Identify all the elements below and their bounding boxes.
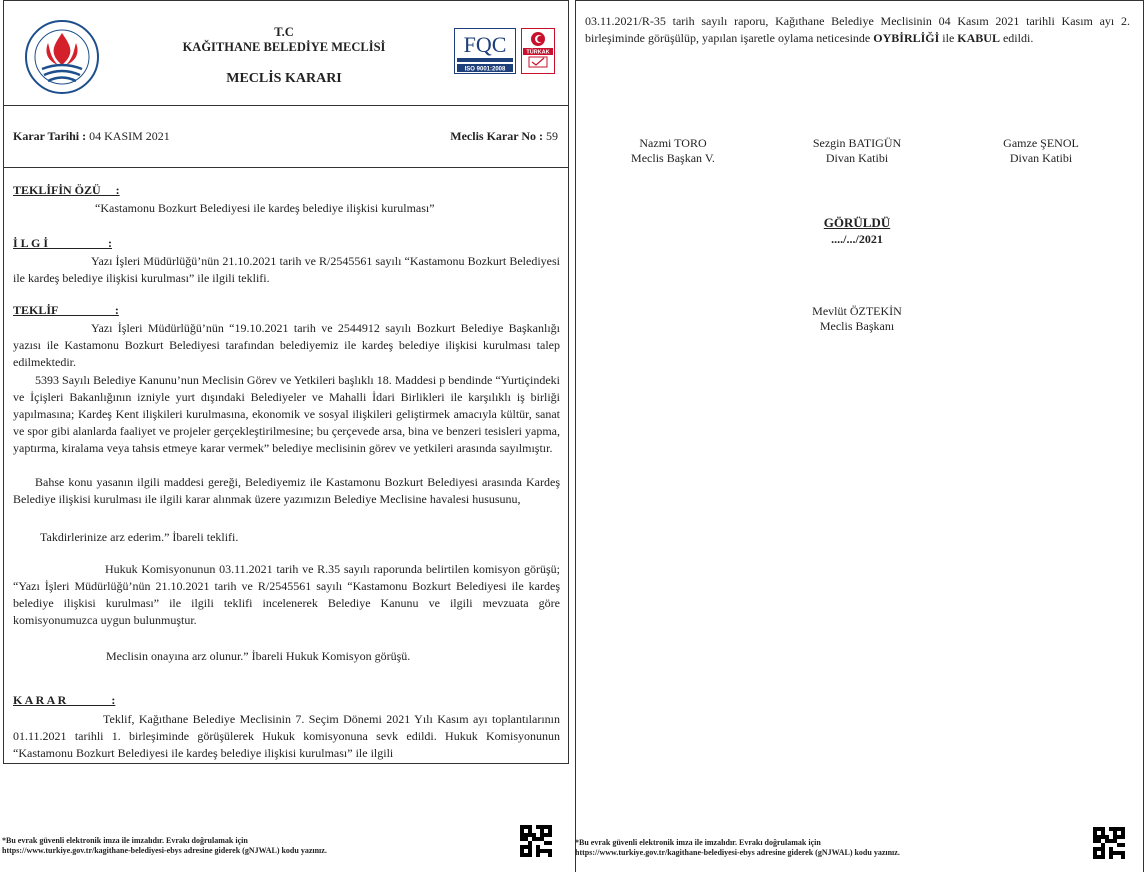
turkak-accreditation-logo <box>521 28 555 74</box>
teklif-paragraph-3: Bahse konu yasanın ilgili maddesi gereği, Belediyemiz ile Kastamonu Bozkurt Belediyesi arasında Kardeş Belediye ilişkisi kurulması ile ilgili karar alınmak üzere yazımızın Belediye Meclisine havalesi hususunu, <box>13 475 560 506</box>
page-header <box>4 1 568 106</box>
header-org: KAĞITHANE BELEDİYE MECLİSİ <box>182 40 386 54</box>
hukuk-komisyonu-paragraph: Hukuk Komisyonunun 03.11.2021 tarih ve R.35 sayılı raporunda belirtilen komisyon görüşü; “Yazı İşleri Müdürlüğü’nün 21.10.2021 tarih ve R/2545561 sayılı “Kastamonu Bozkurt Belediyesi ile kardeş belediye ilişkisi kurulması” ile ilgili teklifi incelenerek Belediye Kanunu ve ilgili mevzuata göre komisyonumuzca uygun bulunmuştur. <box>13 562 560 627</box>
section-title-teklif: TEKLİF : <box>13 303 119 317</box>
hukuk-komisyonu-closing: Meclisin onayına arz olunur.” İbareli Hukuk Komisyon görüşü. <box>106 649 411 663</box>
signature-block <box>598 136 748 166</box>
decision-date-label: Karar Tarihi : <box>13 129 87 143</box>
president-role: Meclis Başkanı <box>819 319 895 333</box>
section-title-teklif-ozu: TEKLİFİN ÖZÜ : <box>13 183 120 197</box>
decision-number-label: Meclis Karar No : <box>450 129 543 143</box>
teklif-paragraph-4: Takdirlerinize arz ederim.” İbareli teklifi. <box>40 530 239 544</box>
document-title: MECLİS KARARI <box>226 71 342 86</box>
karar-text: Teklif, Kağıthane Belediye Meclisinin 7. Seçim Dönemi 2021 Yılı Kasım ayı toplantılarının 01.11.2021 tarihli 1. birleşiminde görüşülerek Hukuk komisyonuna sevk edildi. Hukuk Komisyonunun “Kastamonu Bozkurt Belediyesi ile kardeş belediye ilişkisi kurulması” ile ilgili <box>13 712 560 760</box>
teklif-paragraph-1: Yazı İşleri Müdürlüğü’nün “19.10.2021 tarih ve 2544912 sayılı Bozkurt Belediye Başkanlığı yazısı ile Kastamonu Bozkurt Belediyesi tarafından belediyemiz ile kardeş belediye ilişkisi kurulması talep edilmektedir. <box>13 321 560 369</box>
signature-block <box>782 136 932 166</box>
qr-code-icon <box>520 825 552 857</box>
iso-label: ISO 9001:2008 <box>464 66 506 73</box>
approval-block <box>782 215 932 247</box>
decision-number-value: 59 <box>546 129 558 143</box>
teklif-ozu-text: “Kastamonu Bozkurt Belediyesi ile kardeş belediye ilişkisi kurulması” <box>95 201 435 215</box>
ilgi-text: Yazı İşleri Müdürlüğü’nün 21.10.2021 tarih ve R/2545561 sayılı “Kastamonu Bozkurt Belediyesi ile kardeş belediye ilişkisi kurulması” ile ilgili teklifi. <box>13 254 560 285</box>
turkak-label: TÜRKAK <box>526 49 550 56</box>
e-signature-notice: *Bu evrak güvenli elektronik imza ile imzalıdır. Evrakı doğrulamak için https://www.turkiye.gov.tr/kagithane-belediyesi-ebys adresine giderek (gNJWAL) kodu yazınız. <box>2 836 327 855</box>
document-page-1 <box>3 0 569 764</box>
qr-code-icon <box>1093 827 1125 859</box>
signer-role: Divan Katibi <box>825 151 889 165</box>
header-tc: T.C <box>274 25 294 39</box>
signer-role: Meclis Başkan V. <box>631 151 715 165</box>
fqc-iso-certificate-logo <box>454 28 516 74</box>
president-signature <box>782 304 932 334</box>
signer-name: Gamze ŞENOL <box>1003 136 1079 150</box>
approval-date: ..../.../2021 <box>831 232 883 246</box>
signer-role: Divan Katibi <box>1009 151 1073 165</box>
document-page-2 <box>575 0 1144 872</box>
decision-number <box>450 129 558 144</box>
fqc-label: FQC <box>463 32 507 57</box>
signer-name: Sezgin BATIGÜN <box>812 136 902 150</box>
decision-date-value: 04 KASIM 2021 <box>89 129 170 143</box>
teklif-paragraph-2: 5393 Sayılı Belediye Kanunu’nun Meclisin Görev ve Yetkileri başlıklı 18. Maddesi p bendinde “Yurtiçindeki ve İçişleri Bakanlığının izniyle yurt dışındaki Belediyeler ve Mahalli İdari Birlikleri ile karşılıklı iş birliği yapılmasına; Kardeş Kent ilişkileri kurulmasına, ekonomik ve sosyal ilişkileri geliştirmek amacıyla kültür, sanat ve spor gibi alanlarda faaliyet ve projeler gerçekleştirilmesine; bu çerçevede arsa, bina ve benzeri tesisleri yapma, yaptırma, kiralama veya tahsis etmeye karar vermek” belediye meclisinin görev ve yetkileri arasında sayılmıştır. <box>13 373 560 455</box>
decision-date <box>13 129 170 144</box>
divider <box>4 167 568 168</box>
decision-result: KABUL <box>957 31 1000 45</box>
approval-title: GÖRÜLDÜ <box>823 215 891 230</box>
president-name: Mevlüt ÖZTEKİN <box>812 304 902 318</box>
kagithane-municipality-logo <box>24 19 100 95</box>
signature-block <box>966 136 1116 166</box>
e-signature-notice: *Bu evrak güvenli elektronik imza ile imzalıdır. Evrakı doğrulamak için https://www.turkiye.gov.tr/kagithane-belediyesi-ebys adresine giderek (gNJWAL) kodu yazınız. <box>575 838 900 857</box>
signer-name: Nazmi TORO <box>639 136 707 150</box>
section-title-karar: K A R A R : <box>13 693 116 707</box>
vote-result: OYBİRLİĞİ <box>873 31 940 45</box>
section-title-ilgi: İ L G İ : <box>13 236 113 250</box>
karar-continuation: 03.11.2021/R-35 tarih sayılı raporu, Kağıthane Belediye Meclisinin 04 Kasım 2021 tarihli Kasım ayı 2. birleşiminde görüşülüp, yapılan işaretle oylama neticesinde OYBİRLİĞİ ile KABUL edildi. <box>585 14 1130 45</box>
